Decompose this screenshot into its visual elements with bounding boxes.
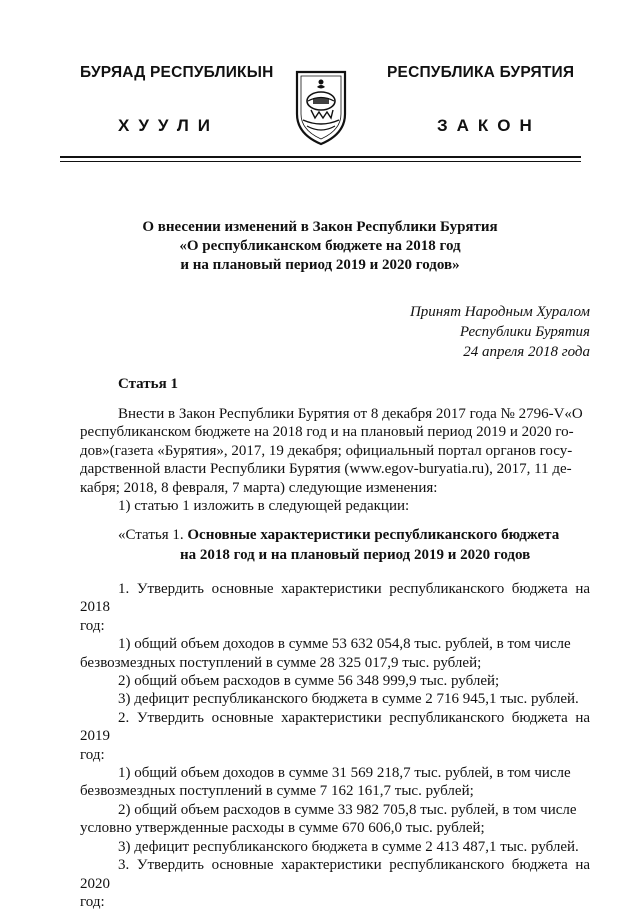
paragraph-line: безвозмездных поступлений в сумме 7 162 161,7 тыс. рублей; — [80, 783, 474, 800]
paragraph-line: 3) дефицит республиканского бюджета в сумме 2 413 487,1 тыс. рублей. — [118, 838, 579, 855]
header-left-top: БУРЯАД РЕСПУБЛИКЫН — [80, 64, 274, 81]
paragraph-line: 2) общий объем расходов в сумме 56 348 999,9 тыс. рублей; — [118, 673, 500, 690]
article-1-heading: Статья 1 — [118, 376, 178, 392]
header-rule-thin — [60, 161, 581, 162]
quoted-article-title: Основные характеристики республиканского бюджета — [187, 527, 560, 543]
paragraph-line: 2) общий объем расходов в сумме 33 982 705,8 тыс. рублей, в том числе — [118, 801, 577, 818]
header-right-bottom: ЗАКОН — [437, 116, 541, 135]
paragraph-line: республиканском бюджете на 2018 год и на плановый период 2019 и 2020 го- — [80, 424, 574, 441]
paragraph-line: 3. Утвердить основные характеристики республиканского бюджета на 2020 — [80, 857, 590, 892]
paragraph-line: дов»(газета «Бурятия», 2017, 19 декабря; официальный портал органов госу- — [80, 442, 573, 459]
law-title-line: О внесении изменений в Закон Республики Бурятия — [142, 219, 498, 235]
article-1-body — [80, 405, 590, 515]
paragraph-line: безвозмездных поступлений в сумме 28 325 017,9 тыс. рублей; — [80, 654, 482, 671]
header-rule-thick — [60, 156, 581, 158]
paragraph-line: условно утвержденные расходы в сумме 670 606,0 тыс. рублей; — [80, 820, 485, 837]
paragraph-line: кабря; 2018, 8 февраля, 7 марта) следующие изменения: — [80, 479, 438, 496]
header-left-bottom: ХУУЛИ — [118, 116, 219, 135]
paragraph-line: год: — [80, 617, 105, 634]
coat-of-arms-icon — [293, 68, 349, 146]
paragraph-line: 1. Утвердить основные характеристики республиканского бюджета на 2018 — [80, 581, 590, 616]
paragraph-line: дарственной власти Республики Бурятия (www.egov-buryatia.ru), 2017, 11 де- — [80, 461, 572, 478]
paragraph-line: год: — [80, 746, 105, 763]
adoption-line: Принят Народным Хуралом — [409, 304, 590, 320]
quoted-article-body — [80, 580, 590, 911]
law-title — [80, 218, 560, 275]
adoption-note — [410, 302, 590, 362]
paragraph-line: 1) общий объем доходов в сумме 31 569 218,7 тыс. рублей, в том числе — [118, 765, 571, 782]
paragraph-line: 1) общий объем доходов в сумме 53 632 054,8 тыс. рублей, в том числе — [118, 636, 571, 653]
header-right-top: РЕСПУБЛИКА БУРЯТИЯ — [387, 64, 575, 81]
paragraph-line: 3) дефицит республиканского бюджета в сумме 2 716 945,1 тыс. рублей. — [118, 691, 579, 708]
paragraph-line: год: — [80, 893, 105, 910]
law-title-line: и на плановый период 2019 и 2020 годов» — [180, 257, 460, 273]
adoption-line: Республики Бурятия — [459, 324, 590, 340]
quoted-article-heading — [118, 526, 559, 565]
quoted-article-prefix: «Статья 1. — [118, 527, 184, 543]
paragraph-line: Внести в Закон Республики Бурятия от 8 декабря 2017 года № 2796-V«О — [118, 406, 583, 422]
quoted-article-title: на 2018 год и на плановый период 2019 и 2020 годов — [180, 546, 531, 563]
paragraph-line: 2. Утвердить основные характеристики республиканского бюджета на 2019 — [80, 709, 590, 745]
law-title-line: «О республиканском бюджете на 2018 год — [179, 238, 461, 254]
paragraph-line: 1) статью 1 изложить в следующей редакции: — [118, 498, 410, 515]
adoption-date: 24 апреля 2018 года — [463, 344, 590, 360]
